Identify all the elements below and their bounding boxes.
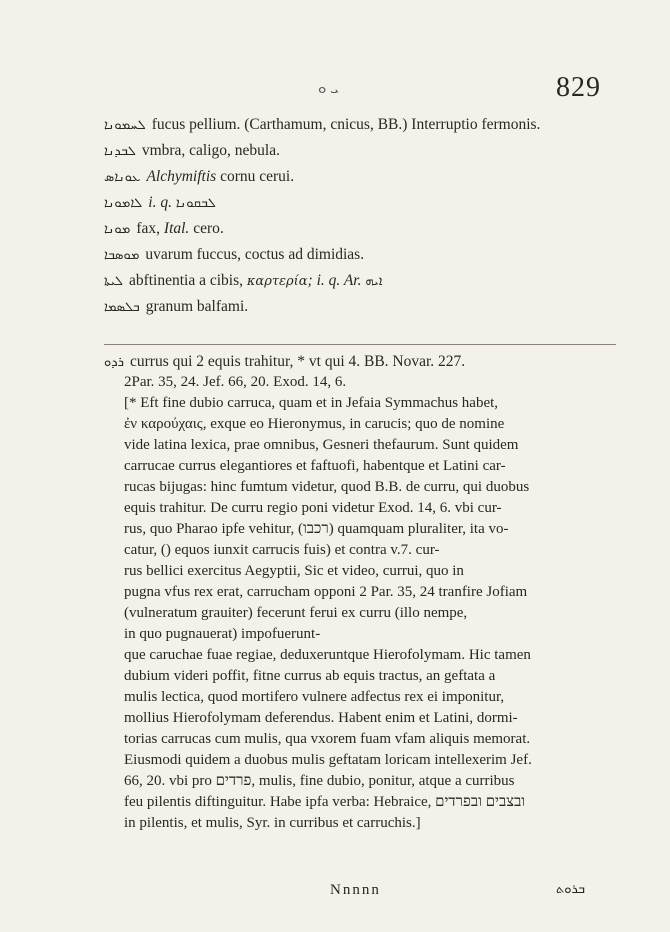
- text-line: equis trahitur. De curru regio poni videtur Exod. 14, 6. vbi cur-: [124, 500, 502, 516]
- text-line: feu pilentis diftinguitur. Habe ipfa verba: Hebraice, ובצבים ובפרדים: [124, 794, 526, 810]
- syriac-headword: ܠܝܬܐ: [104, 274, 123, 289]
- syriac-headword: ܠܚܡܘܢܐ: [104, 118, 146, 133]
- syriac-headword: ܠܒܕܢܐ: [104, 144, 136, 159]
- text-line: mulis lectica, quod mortifero vulnere adfectus rex ei imponitur,: [124, 689, 505, 705]
- section-divider: [104, 344, 616, 345]
- text-line: [* Eft fine dubio carruca, quam et in Jefaia Symmachus habet,: [124, 395, 499, 411]
- entry-definition: uvarum fuccus, coctus ad dimidias.: [145, 246, 365, 263]
- text-line: torias carrucas cum mulis, qua vxorem fuam vfam aliquis memorat.: [124, 731, 531, 747]
- entry-definition: i. q.: [148, 194, 172, 211]
- lexicon-entries: [104, 112, 624, 320]
- signature-mark: Nnnnn: [330, 882, 381, 898]
- lexicon-entry: [104, 268, 624, 294]
- lexicon-entry: [104, 216, 624, 242]
- entry-definition: fax,: [136, 220, 161, 237]
- syriac-crossref: ܠܒܩܘܢܐ: [175, 196, 216, 211]
- header-mark: ܝ ܘ: [318, 81, 339, 97]
- entry-italic: Ital.: [163, 220, 190, 237]
- entry-definition: vmbra, caligo, nebula.: [141, 142, 280, 159]
- entry-definition: fucus pellium. (Carthamum, cnicus, BB.) Interruptio fermonis.: [151, 116, 541, 133]
- entry-definition-end: cero.: [193, 220, 224, 237]
- text-line: pugna vfus rex erat, carrucham opponi 2 Par. 35, 24 tranfire Jofiam: [124, 584, 528, 600]
- lexicon-entry: [104, 164, 624, 190]
- entry-definition-end: ; i. q. Ar.: [307, 272, 362, 289]
- catchword: ܒܪܘܬ: [556, 882, 585, 897]
- syriac-headword: ܪܕܘ: [104, 355, 124, 370]
- entry-definition: abftinentia a cibis,: [128, 272, 244, 289]
- page-footer: [0, 882, 670, 906]
- text-line: rucas bijugas: hinc fumtum videtur, quod B.B. de curru, qui duobus: [124, 479, 530, 495]
- lexicon-entry: [104, 242, 624, 268]
- entry-italic: Alchymiftis: [146, 168, 217, 185]
- syriac-headword: ܥܘܢܐܣ: [104, 170, 141, 185]
- text-line: Eiusmodi quidem a duobus mulis geftatam loricam intellexerim Jef.: [124, 752, 532, 768]
- text-line: catur, () equos iunxit carrucis fuis) et contra v.7. cur-: [124, 542, 440, 558]
- lexicon-entry: [104, 294, 624, 320]
- text-line: dubium videri poffit, fitne currus ab equis tractus, an geftata a: [124, 668, 496, 684]
- text-line: 66, 20. vbi pro פרדים, mulis, fine dubio, ponitur, atque a curribus: [124, 773, 515, 789]
- text-line: carrucae currus elegantiores et faftuofi, habentque et Latini car-: [124, 458, 506, 474]
- syriac-headword: ܠܐܡܘܢܐ: [104, 196, 143, 211]
- text-line: rus, quo Pharao ipfe vehitur, (רכבו) quamquam pluraliter, ita vo-: [124, 521, 509, 537]
- text-line: (vulneratum grauiter) fecerunt ferui ex curru (illo nempe,: [124, 605, 468, 621]
- greek-word: καρτερία: [246, 274, 308, 289]
- syriac-headword: ܒܠܣܡܐ: [104, 300, 140, 315]
- text-line: que caruchae fuae regiae, deduxeruntque Hierofolymam. Hic tamen: [124, 647, 531, 663]
- text-line: ἐν καρούχαις, exque eo Hieronymus, in carucis; quo de nomine: [124, 416, 505, 432]
- syriac-headword: ܡܘܢܐ: [104, 222, 131, 237]
- text-line: ܪܕܘ currus qui 2 equis trahitur, * vt qui 4. BB. Novar. 227.: [104, 351, 624, 372]
- text-line: in pilentis, et mulis, Syr. in curribus et carruchis.]: [124, 815, 421, 831]
- page-number: 829: [556, 72, 601, 103]
- text-line: mollius Hierofolymam deferendus. Habent enim et Latini, dormi-: [124, 710, 518, 726]
- lexicon-entry: [104, 112, 624, 138]
- text-line: in quo pugnauerat) impofuerunt-: [124, 626, 321, 642]
- syriac-headword: ܡܘܣܒܐ: [104, 248, 140, 263]
- text-line: vide latina lexica, prae omnibus, Gesneri thefaurum. Sunt quidem: [124, 437, 519, 453]
- lexicon-entry: [104, 190, 624, 216]
- syriac-crossref: ܐܝܗ: [365, 274, 383, 289]
- main-entry: [104, 351, 624, 834]
- entry-definition: cornu cerui.: [220, 168, 295, 185]
- text-line: rus bellici exercitus Aegyptii, Sic et video, currui, quo in: [124, 563, 464, 579]
- text-line: 2Par. 35, 24. Jef. 66, 20. Exod. 14, 6.: [124, 374, 347, 390]
- entry-definition: granum balfami.: [145, 298, 249, 315]
- lexicon-entry: [104, 138, 624, 164]
